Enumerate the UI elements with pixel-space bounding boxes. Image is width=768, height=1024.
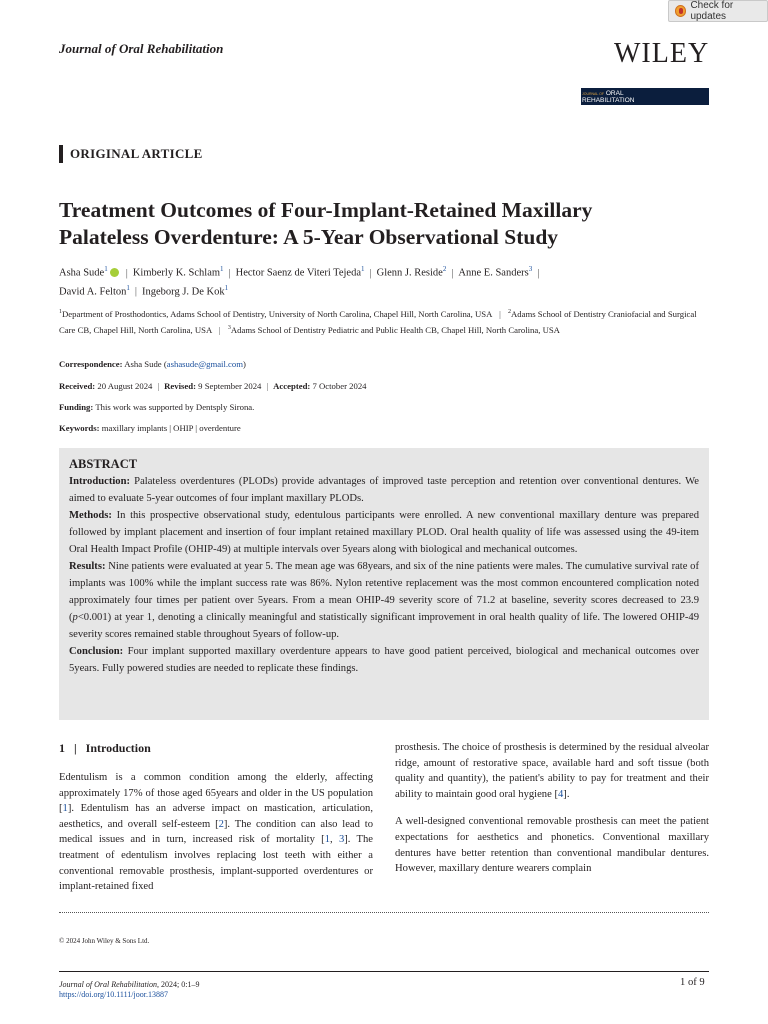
author-name[interactable]: Glenn J. Reside bbox=[376, 267, 443, 279]
citation-link[interactable]: 4 bbox=[558, 788, 564, 800]
journal-logo-line1: ORAL bbox=[605, 90, 624, 97]
check-for-updates-label: Check for updates bbox=[690, 0, 734, 22]
correspondence: Correspondence: Asha Sude (ashasude@gmail.com) bbox=[59, 359, 246, 369]
footer-citation bbox=[59, 980, 199, 989]
check-for-updates-button[interactable] bbox=[668, 0, 768, 22]
journal-logo-mini: JOURNAL OF bbox=[582, 92, 605, 96]
received-date: 20 August 2024 bbox=[97, 381, 153, 391]
orcid-icon[interactable] bbox=[110, 268, 119, 277]
funding-label: Funding: bbox=[59, 402, 94, 412]
crossmark-icon bbox=[675, 5, 686, 17]
keywords-text: maxillary implants | OHIP | overdenture bbox=[101, 423, 241, 433]
funding bbox=[59, 401, 254, 413]
body-text: prosthesis. The choice of prosthesis is determined by the residual alveolar ridge, amount of restorative space, available hard and soft tissue (both quality and quantity), the patient's ability to pay for treatment and their ability to maintain good oral hygiene [ bbox=[395, 742, 709, 800]
author-name[interactable]: Kimberly K. Schlam bbox=[132, 267, 221, 279]
footer-doi bbox=[59, 990, 168, 999]
journal-logo-line2: REHABILITATION bbox=[582, 97, 635, 104]
body-text: Edentulism is a common condition among the elderly, affecting approximately 17% of those aged 65years and older in the US population [ bbox=[59, 772, 373, 815]
publisher-logo: WILEY bbox=[614, 38, 710, 69]
body-text: ]. bbox=[563, 788, 570, 800]
doi-link[interactable]: https://doi.org/10.1111/joor.13887 bbox=[59, 990, 168, 999]
author-name[interactable]: Asha Sude bbox=[59, 267, 105, 279]
abstract-text: Palateless overdentures (PLODs) provide advantages of improved taste perception and retention over conventional dentures. We aimed to evaluate 5-year outcomes of four implant maxillary PLODs. bbox=[69, 476, 700, 504]
keywords-label: Keywords: bbox=[59, 423, 100, 433]
author-affil-sup: 1 bbox=[126, 283, 130, 292]
section-number: 1 bbox=[59, 741, 65, 755]
left-column bbox=[59, 770, 373, 905]
author-affil-sup: 1 bbox=[220, 265, 224, 273]
right-column bbox=[395, 740, 709, 887]
title-line-1: Treatment Outcomes of Four-Implant-Retained Maxillary bbox=[59, 198, 593, 222]
article-title bbox=[59, 197, 709, 251]
affil-sup: 3 bbox=[227, 324, 231, 331]
citation-link[interactable]: 1 bbox=[62, 803, 68, 815]
affiliation-2: Adams School of Dentistry Craniofacial and Surgical Care CB, Chapel Hill, North Carolina, USA bbox=[59, 308, 697, 335]
author-name[interactable]: David A. Felton bbox=[59, 286, 127, 297]
citation-link[interactable]: 1 bbox=[324, 834, 331, 846]
section-title: Introduction bbox=[85, 741, 151, 755]
abstract-methods bbox=[69, 507, 699, 558]
affiliation-1: Department of Prosthodontics, Adams School of Dentistry, University of North Carolina, Chapel Hill, North Carolina, USA bbox=[62, 308, 492, 319]
abstract-label: Results: bbox=[69, 561, 106, 572]
section-separator: | bbox=[74, 741, 77, 755]
author-name[interactable]: Ingeborg J. De Kok bbox=[141, 286, 225, 297]
title-line-2: Palateless Overdenture: A 5-Year Observational Study bbox=[59, 225, 559, 249]
abstract-text: In this prospective observational study, edentulous participants were enrolled. A new conventional maxillary denture was prepared followed by implant placement and insertion of four implant retained maxillary PLOD. Oral health quality of life was assessed using the 49-item Oral Health Impact Profile (OHIP-49) at multiple intervals over 5years along with biological and mechanical outcomes. bbox=[69, 510, 699, 555]
p-value-symbol: p bbox=[72, 612, 78, 623]
accepted-date: 7 October 2024 bbox=[312, 381, 367, 391]
author-list: Asha Sude$^1$ | Kimberly K. Schlam$^1$ | Hector Saenz de Viteri Tejeda$^1$ | Glenn J. Reside$^2$ | Anne E. Sanders$^3$ | David A. Felton$^1$ | Ingeborg J. De Kok$^1$ bbox=[59, 265, 540, 297]
abstract bbox=[69, 456, 699, 677]
correspondence-label: Correspondence: bbox=[59, 359, 123, 369]
abstract-label: Introduction: bbox=[69, 476, 131, 487]
body-text: ]. The treatment of edentulism involves replacing lost teeth with either a conventional removable prosthesis, implant-supported overdentures or implant-retained fixed bbox=[59, 834, 373, 893]
intro-paragraph-1 bbox=[59, 770, 373, 895]
received-label: Received: bbox=[59, 381, 96, 391]
abstract-introduction bbox=[69, 473, 699, 507]
journal-logo bbox=[581, 88, 709, 105]
abstract-conclusion bbox=[69, 643, 699, 677]
section-heading bbox=[59, 741, 151, 756]
article-type: ORIGINAL ARTICLE bbox=[70, 146, 203, 161]
correspondence-email-link[interactable]: ashasude@gmail.com bbox=[166, 359, 244, 369]
intro-paragraph-2 bbox=[395, 740, 709, 802]
journal-name: Journal of Oral Rehabilitation bbox=[59, 41, 224, 56]
history-dates: Received: 20 August 2024 | Revised: 9 September 2024 | Accepted: 7 October 2024 bbox=[59, 381, 367, 391]
author-affil-sup: 1 bbox=[224, 283, 229, 292]
abstract-heading: ABSTRACT bbox=[69, 457, 138, 471]
author-affil-sup: 2 bbox=[442, 265, 447, 273]
correspondence-name: Asha Sude bbox=[124, 359, 162, 369]
author-affil-sup: 3 bbox=[528, 265, 533, 273]
affil-sup: 1 bbox=[59, 309, 62, 315]
footnote-divider bbox=[59, 912, 709, 913]
body-text: ]. Edentulism has an adverse impact on mastication, articulation, aesthetics, and overall self-esteem [ bbox=[59, 803, 373, 830]
revised-label: Revised: bbox=[164, 381, 196, 391]
citation-link[interactable]: 2 bbox=[218, 818, 224, 830]
citation-link[interactable]: 3 bbox=[338, 834, 345, 846]
body-text: , bbox=[330, 834, 339, 846]
footer-rule bbox=[59, 971, 709, 972]
abstract-text: <0.001) at year 1, denoting a clinically meaningful and statistically significant improvement in oral health quality of life. The lowered OHIP-49 severity scores remained stable throughout 5years of follow-up. bbox=[69, 612, 699, 640]
page-number: 1 of 9 bbox=[680, 977, 705, 988]
keywords bbox=[59, 422, 241, 434]
author-affil-sup: 1 bbox=[104, 265, 108, 273]
article-type-bar bbox=[59, 145, 63, 163]
affil-sup: 2 bbox=[508, 309, 511, 315]
abstract-text: Four implant supported maxillary overdenture appears to have good patient perceived, biological and mechanical outcomes over 5years. Fully powered studies are needed to replicate these findings. bbox=[69, 646, 699, 674]
abstract-text: Nine patients were evaluated at year 5. The mean age was 68years, and six of the nine patients were males. The cumulative survival rate of implants was 100% while the implant success rate was 86%. Nylon retentive replacement was the most common encountered complication noted approximately four times per patient over 5years. From a mean OHIP-49 severity score of 71.2 at baseline, severity scores decreased to 23.9 ( bbox=[69, 561, 699, 623]
body-text: ]. The condition can also lead to medical issues and in turn, increased risk of mortality [ bbox=[59, 818, 373, 846]
abstract-label: Methods: bbox=[69, 510, 112, 521]
footer-volume: , 2024; 0:1–9 bbox=[157, 980, 200, 989]
footer-journal: Journal of Oral Rehabilitation bbox=[59, 980, 157, 989]
abstract-label: Conclusion: bbox=[69, 646, 124, 657]
affiliation-3: Adams School of Dentistry Pediatric and Public Health CB, Chapel Hill, North Carolina, USA bbox=[230, 324, 560, 335]
funding-text: This work was supported by Dentsply Sirona. bbox=[95, 402, 255, 412]
author-affil-sup: 1 bbox=[361, 265, 365, 273]
author-name[interactable]: Anne E. Sanders bbox=[458, 267, 529, 279]
copyright: © 2024 John Wiley & Sons Ltd. bbox=[59, 937, 150, 945]
abstract-results bbox=[69, 558, 699, 643]
intro-paragraph-3: A well-designed conventional removable prosthesis can meet the patient expectations for aesthetics and phonetics. Conventional maxillary dentures have better retention than conventional mandibular dentures. However, maxillary denture wearers complain bbox=[395, 816, 709, 875]
accepted-label: Accepted: bbox=[273, 381, 311, 391]
author-name[interactable]: Hector Saenz de Viteri Tejeda bbox=[235, 267, 361, 279]
revised-date: 9 September 2024 bbox=[198, 381, 262, 391]
affiliations: $^1$Department of Prosthodontics, Adams School of Dentistry, University of North Carolina, Chapel Hill, North Carolina, USA | $^2$Adams School of Dentistry Craniofacial and Surgical Care CB, Chapel Hill, North Carolina, USA | $^3$Adams School of Dentistry Pediatric and Public Health CB, Chapel Hill, North Carolina, USA bbox=[59, 308, 697, 335]
